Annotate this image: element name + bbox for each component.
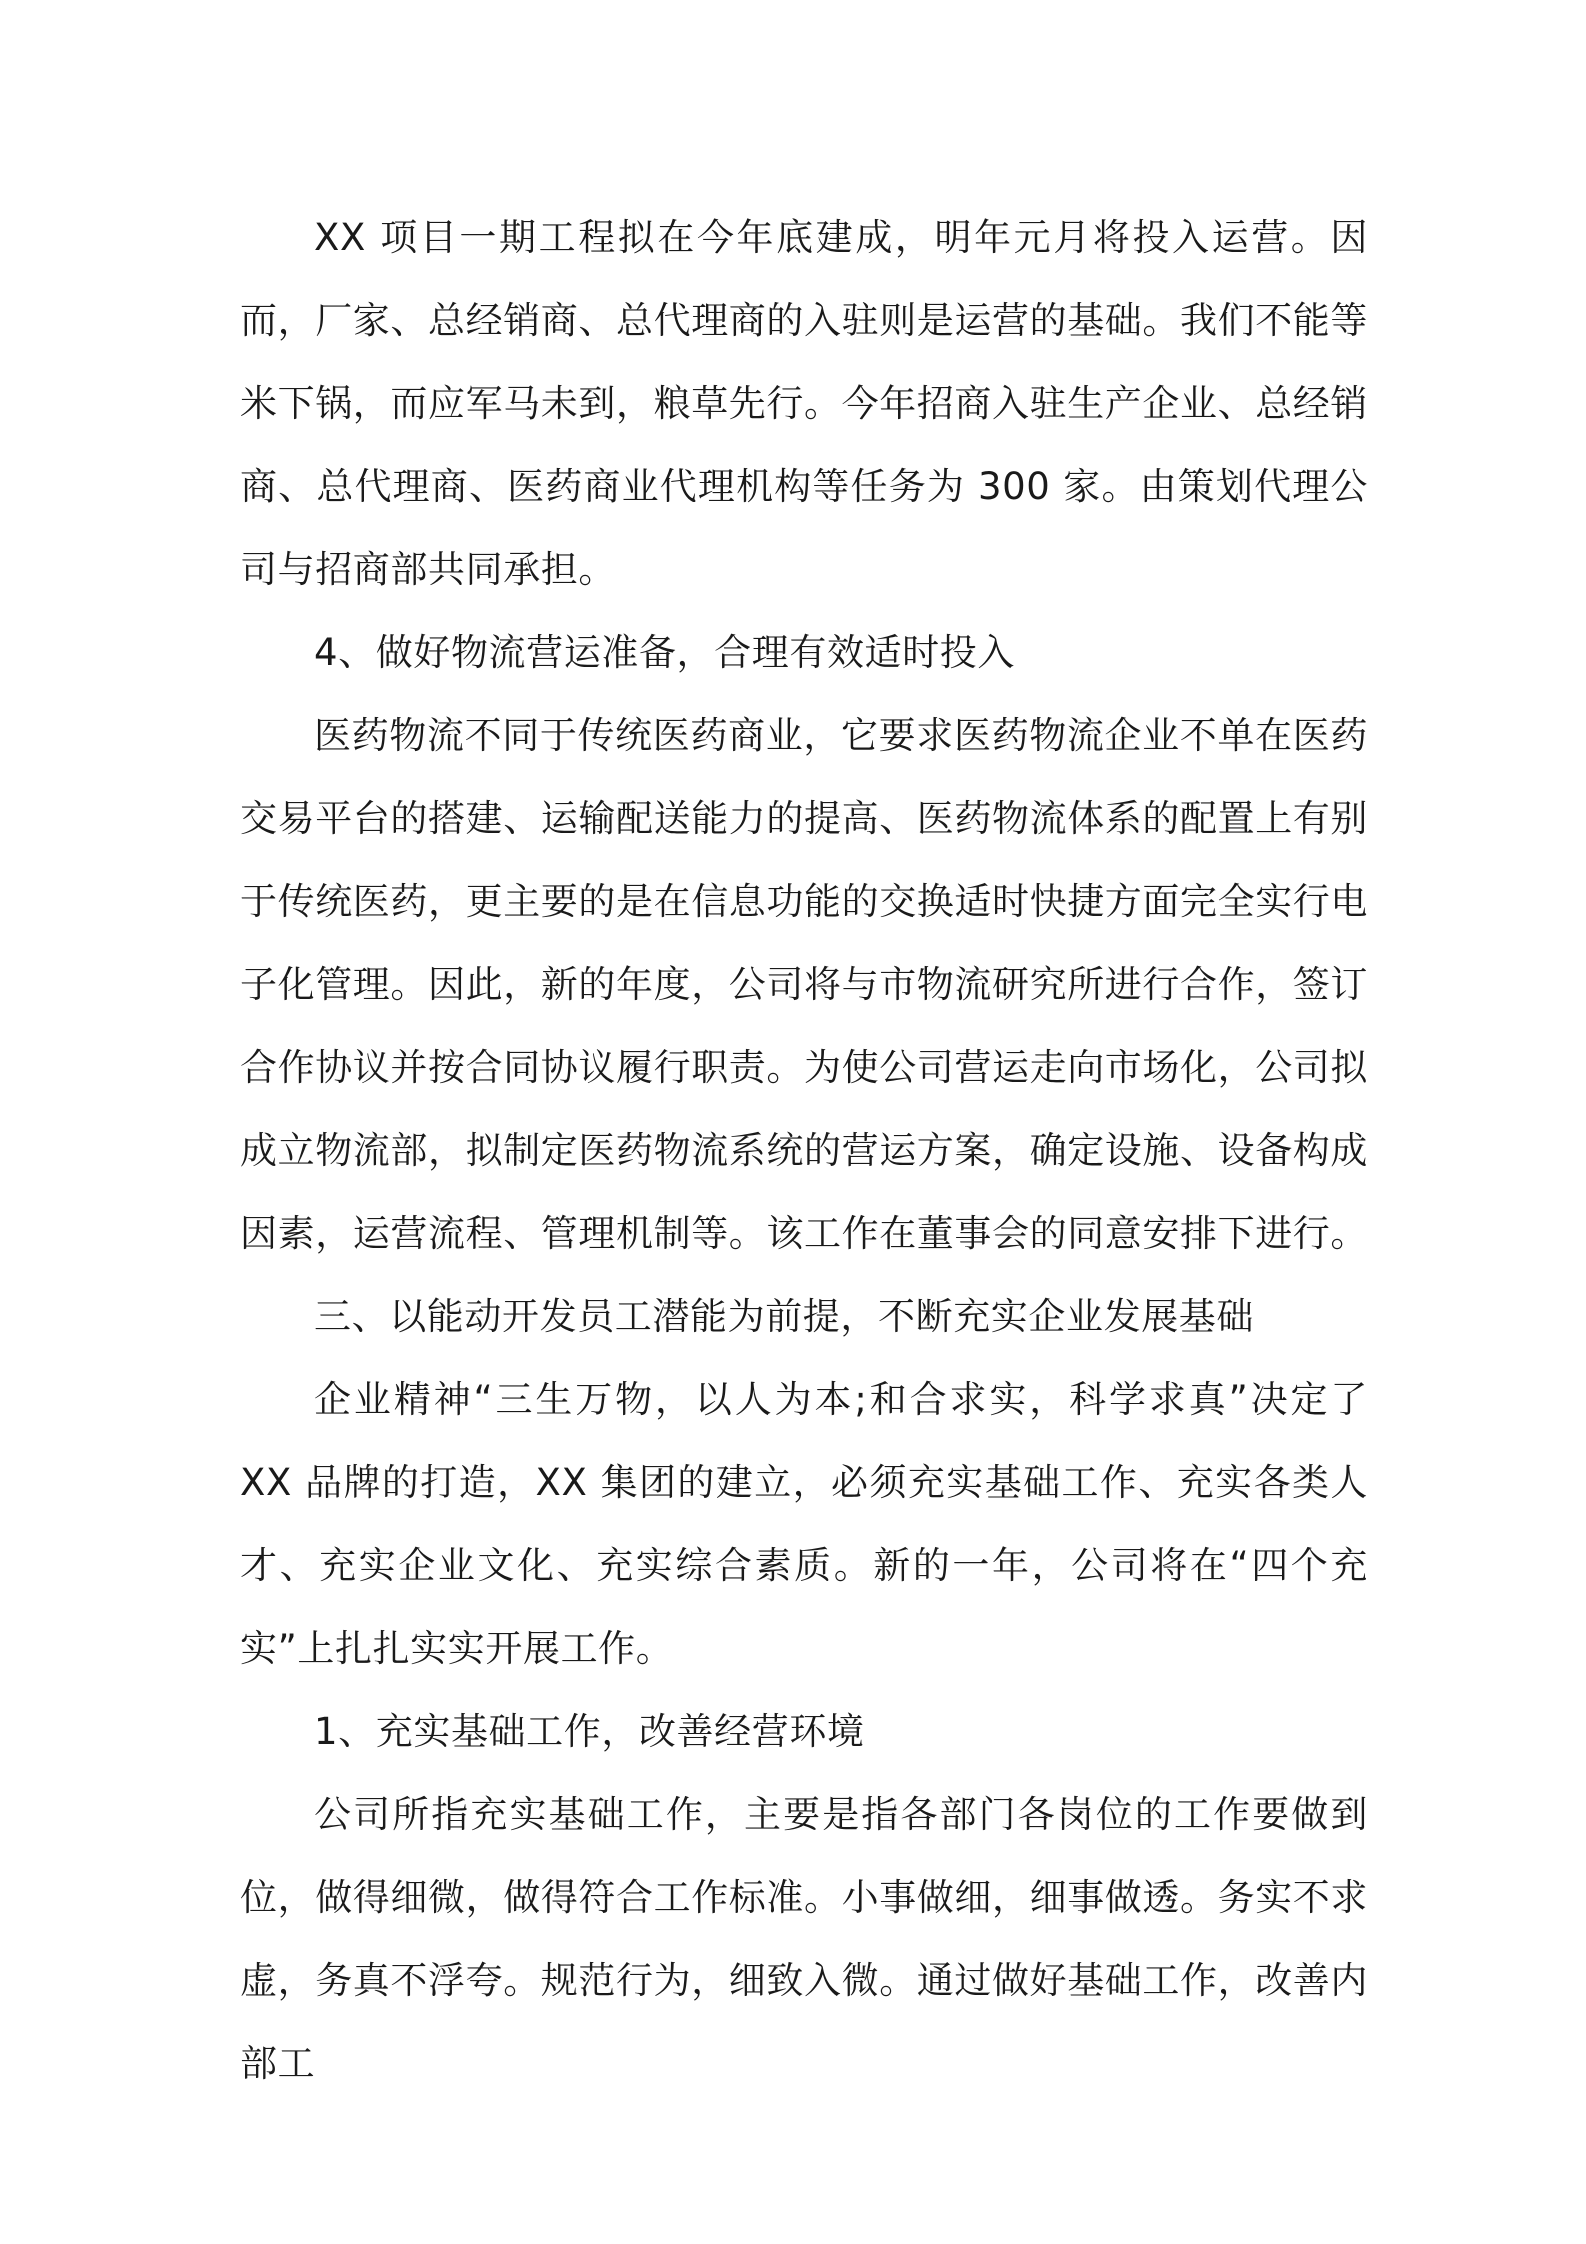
paragraph-xx-project-operation: XX 项目一期工程拟在今年底建成，明年元月将投入运营。因而，厂家、总经销商、总代理商的入驻则是运营的基础。我们不能等米下锅，而应军马未到，粮草先行。今年招商入驻生产企业、总经销商、总代理商、医药商业代理机构等任务为 300 家。由策划代理公司与招商部共同承担。	[240, 216, 1368, 591]
paragraph-pharma-logistics: 医药物流不同于传统医药商业，它要求医药物流企业不单在医药交易平台的搭建、运输配送能力的提高、医药物流体系的配置上有别于传统医药，更主要的是在信息功能的交换适时快捷方面完全实行电子化管理。因此，新的年度，公司将与市物流研究所进行合作，签订合作协议并按合同协议履行职责。为使公司营运走向市场化，公司拟成立物流部，拟制定医药物流系统的营运方案，确定设施、设备构成因素，运营流程、管理机制等。该工作在董事会的同意安排下进行。	[240, 714, 1368, 1255]
paragraph-basic-work-detail: 公司所指充实基础工作，主要是指各部门各岗位的工作要做到位，做得细微，做得符合工作标准。小事做细，细事做透。务实不求虚，务真不浮夸。规范行为，细致入微。通过做好基础工作，改善内部工	[240, 1793, 1368, 2085]
paragraph-enterprise-spirit: 企业精神“三生万物，以人为本;和合求实，科学求真”决定了 XX 品牌的打造，XX 集团的建立，必须充实基础工作、充实各类人才、充实企业文化、充实综合素质。新的一年，公司将在“四个充实”上扎扎实实开展工作。	[240, 1378, 1368, 1670]
heading-logistics-preparation: 4、做好物流营运准备，合理有效适时投入	[314, 631, 1015, 674]
heading-section-three: 三、以能动开发员工潜能为前提，不断充实企业发展基础	[314, 1295, 1254, 1338]
heading-basic-work: 1、充实基础工作，改善经营环境	[314, 1710, 865, 1753]
document-body	[240, 196, 1368, 2105]
